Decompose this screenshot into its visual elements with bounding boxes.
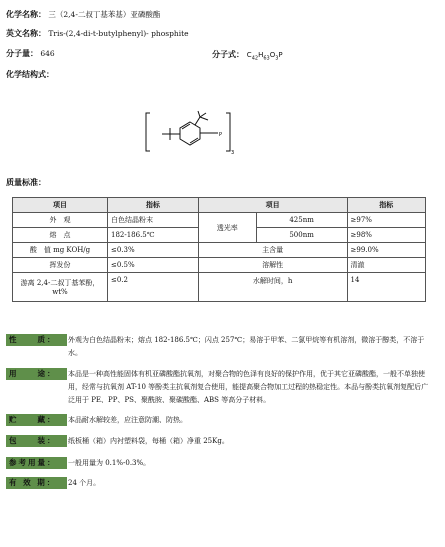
english-name-value: Tris-(2,4-di-t-butylphenyl)- phosphite	[48, 29, 189, 38]
chinese-name-value: 三（2,4-二叔丁基苯基）亚磷酸酯	[48, 10, 161, 19]
row2-spec: 182-186.5℃	[107, 228, 198, 243]
row5-item: 游离 2,4-二叔丁基苯酚，wt%	[13, 273, 108, 302]
english-name-label: 英文名称：	[6, 29, 46, 38]
row3-spec: ≤0.3%	[107, 243, 198, 258]
table-row	[13, 213, 426, 228]
molecular-formula-row	[212, 49, 283, 61]
shelf-life-text: 24 个月。	[68, 479, 101, 487]
row5-spec2: 14	[347, 273, 425, 302]
row5-spec: ≤0.2	[107, 273, 198, 302]
row3-item: 酸 值 mg KOH/g	[13, 243, 108, 258]
header-spec-2: 指标	[347, 198, 425, 213]
table-header-row	[13, 198, 426, 213]
row2-item: 熔 点	[13, 228, 108, 243]
chinese-name-row	[6, 10, 160, 20]
row3-item2: 主含量	[198, 243, 347, 258]
right-bracket	[226, 113, 230, 151]
quality-label: 质量标准：	[6, 178, 46, 187]
dosage-tag: 参考用量：	[6, 457, 67, 469]
header-spec-1: 指标	[107, 198, 198, 213]
molecular-formula-label: 分子式：	[212, 50, 244, 59]
chinese-name-label: 化学名称：	[6, 10, 46, 19]
storage-tag: 贮 藏：	[6, 414, 67, 426]
header-item-2: 项目	[198, 198, 347, 213]
row3-spec2: ≥99.0%	[347, 243, 425, 258]
transmittance-425-value: ≥97%	[347, 213, 425, 228]
structure-label: 化学结构式：	[6, 70, 54, 79]
table-row	[13, 258, 426, 273]
row4-item2: 溶解性	[198, 258, 347, 273]
table-row	[13, 243, 426, 258]
benzene-ring	[180, 122, 200, 145]
applications-text: 本品是一种高性能固体有机亚磷酸酯抗氧剂，对聚合物的色泽有良好的保护作用，优于其它亚磷酸酯，一般不单独使用，经常与抗氧剂 AT-10 等酚类主抗氧剂复合使用，能提高聚合物加工过程的热稳定性。本品与酚类抗氧剂复配后广泛用于 PE、PP、PS、聚酰胺、聚碳酸酯、ABS 等高分子材料。	[68, 370, 429, 404]
molecular-weight-value: 646	[40, 49, 55, 58]
row1-spec: 白色结晶粉末	[107, 213, 198, 228]
packaging-tag: 包 装：	[6, 435, 67, 447]
structure-atom-label: P	[219, 132, 223, 138]
packaging-text: 纸板桶（箱）内衬塑料袋，每桶（箱）净重 25Kg。	[68, 437, 229, 445]
english-name-row	[6, 29, 189, 39]
row4-spec2: 清澈	[347, 258, 425, 273]
transmittance-500-label: 500nm	[256, 228, 347, 243]
properties-tag: 性 质：	[6, 334, 67, 346]
dosage-text: 一般用量为 0.1%-0.3%。	[68, 459, 151, 467]
left-bracket	[146, 113, 150, 151]
row5-item2: 水解时间，h	[198, 273, 347, 302]
shelf-life-tag: 有 效 期：	[6, 477, 67, 489]
structure-subscript: 3	[231, 150, 235, 156]
transmittance-425-label: 425nm	[256, 213, 347, 228]
applications-tag: 用 途：	[6, 368, 67, 380]
tbutyl-top-bond	[195, 117, 200, 125]
row1-item: 外 观	[13, 213, 108, 228]
header-item-1: 项目	[13, 198, 108, 213]
molecular-formula-value: $C_{42}H_{63}O_3P$	[246, 51, 283, 62]
row4-spec: ≤0.5%	[107, 258, 198, 273]
storage-text: 本品耐水解较差，应注意防潮、防热。	[68, 416, 187, 424]
transmittance-label: 透光率	[198, 213, 256, 243]
transmittance-500-value: ≥98%	[347, 228, 425, 243]
quality-table	[12, 197, 426, 302]
properties-text: 外观为白色结晶粉末；熔点 182-186.5℃；闪点 257℃；易溶于甲苯、二氯甲烷等有机溶剂，微溶于醇类，不溶于水。	[68, 336, 425, 357]
molecular-weight-row	[6, 49, 55, 59]
structure-label-row	[6, 70, 54, 80]
table-row	[13, 273, 426, 302]
row4-item: 挥发份	[13, 258, 108, 273]
quality-label-row	[6, 178, 46, 188]
chemical-structure-diagram	[140, 110, 250, 158]
molecular-weight-label: 分子量：	[6, 49, 38, 58]
